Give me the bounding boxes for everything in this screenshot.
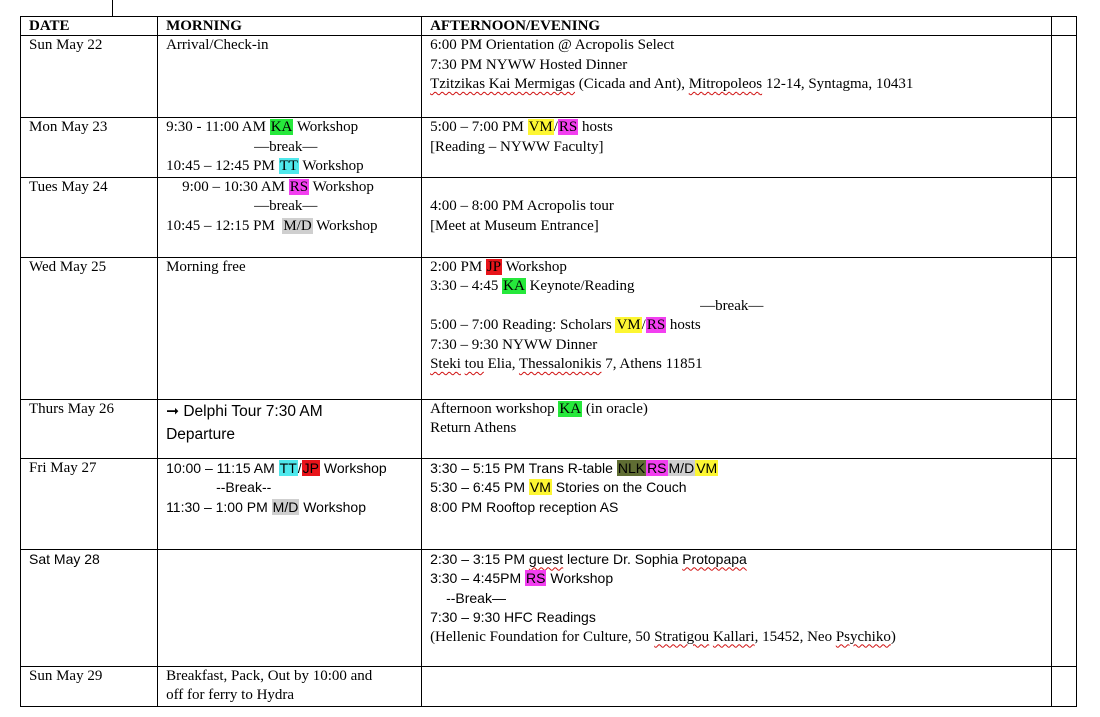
event-text: Workshop	[299, 498, 366, 515]
event-time: 9:00 – 10:30 AM	[182, 178, 289, 195]
date-cell: Sun May 29	[21, 666, 158, 706]
afternoon-cell	[422, 458, 1052, 549]
event-time: 10:45 – 12:15 PM	[166, 217, 283, 234]
extra-cell	[1051, 36, 1076, 118]
morning-cell	[158, 458, 422, 549]
event-text: Workshop	[320, 459, 387, 476]
tag-rs: RS	[646, 317, 666, 333]
event-text: hosts	[578, 119, 613, 135]
tag-tt: TT	[279, 158, 298, 174]
event-time: 2:30 – 3:15 PM	[430, 550, 529, 567]
event-line	[430, 355, 1051, 375]
event-time: 10:45 – 12:45 PM	[166, 158, 279, 174]
break-line: —break—	[254, 138, 318, 155]
morning-cell: Arrival/Check-in	[158, 36, 422, 118]
date-cell: Mon May 23	[21, 118, 158, 178]
event-text: lecture Dr. Sophia	[563, 550, 683, 567]
event-line: Breakfast, Pack, Out by 10:00 and	[166, 667, 373, 684]
afternoon-cell	[422, 666, 1052, 706]
tag-vm: VM	[529, 479, 551, 495]
tag-md: M/D	[272, 498, 299, 515]
header-date: DATE	[21, 17, 158, 36]
event-line: [Meet at Museum Entrance]	[430, 217, 599, 234]
tag-rs: RS	[558, 119, 578, 135]
tag-ka: KA	[270, 119, 293, 135]
event-text: Workshop	[298, 158, 364, 174]
date-cell: Thurs May 26	[21, 399, 158, 458]
row-wed-may-25	[21, 257, 1077, 399]
header-row	[21, 17, 1077, 36]
extra-cell	[1051, 458, 1076, 549]
event-line	[430, 478, 1051, 498]
row-thurs-may-26	[21, 399, 1077, 458]
extra-cell	[1051, 399, 1076, 458]
morning-cell	[158, 399, 422, 458]
event-time: 3:30 – 4:45	[430, 278, 503, 294]
header-morning: MORNING	[158, 17, 422, 36]
event-line	[166, 157, 421, 177]
event-line: 7:30 – 9:30 NYWW Dinner	[430, 336, 598, 353]
event-text: Workshop	[546, 570, 614, 586]
afternoon-cell	[422, 118, 1052, 178]
event-line: ➞ Delphi Tour 7:30 AM	[166, 402, 323, 420]
event-text: (in oracle)	[582, 400, 648, 417]
street-name: Thessalonikis	[518, 356, 602, 372]
afternoon-cell	[422, 177, 1052, 257]
header-extra	[1051, 17, 1076, 36]
break-line: --Break—	[446, 589, 506, 606]
address-text: , 15452, Neo	[754, 628, 836, 645]
event-time: 5:00 – 7:00 Reading: Scholars	[430, 317, 616, 333]
event-text: hosts	[666, 317, 701, 333]
afternoon-cell	[422, 549, 1052, 666]
date-cell: Sun May 22	[21, 36, 158, 118]
event-line	[430, 569, 1051, 589]
tag-vm: VM	[616, 317, 641, 333]
event-text: Stories on the Couch	[551, 479, 687, 495]
event-time: 11:30 – 1:00 PM	[166, 498, 272, 515]
date-cell: Tues May 24	[21, 177, 158, 257]
extra-cell	[1051, 257, 1076, 399]
morning-cell: Morning free	[158, 257, 422, 399]
event-line: [Reading – NYWW Faculty]	[430, 138, 604, 155]
date-cell: Fri May 27	[21, 458, 158, 549]
row-fri-may-27	[21, 458, 1077, 549]
extra-cell	[1051, 666, 1076, 706]
street-name: Stratigou	[654, 628, 710, 645]
address-text: )	[890, 628, 896, 645]
event-line: 6:00 PM Orientation @ Acropolis Select	[430, 37, 675, 53]
event-line	[430, 277, 1051, 297]
event-line	[430, 550, 1051, 570]
afternoon-cell	[422, 399, 1052, 458]
event-line: off for ferry to Hydra	[166, 687, 295, 703]
event-line: 7:30 – 9:30 HFC Readings	[430, 609, 596, 625]
venue-text: Elia,	[483, 356, 519, 372]
event-time: 5:30 – 6:45 PM	[430, 479, 529, 495]
event-line	[166, 498, 421, 518]
event-text: Workshop	[502, 258, 567, 275]
tag-vm: VM	[528, 119, 553, 135]
break-line: --Break--	[216, 479, 272, 495]
extra-cell	[1051, 177, 1076, 257]
tag-jp: JP	[486, 258, 502, 275]
tag-md: M/D	[668, 459, 695, 476]
tag-rs: RS	[526, 570, 546, 586]
date-cell: Sat May 28	[21, 549, 158, 666]
break-line: —break—	[254, 198, 318, 214]
morning-cell	[158, 118, 422, 178]
venue-name: Tzitzikas Kai Mermigas	[430, 76, 576, 92]
venue-name: Steki	[430, 356, 461, 372]
event-line	[430, 118, 1051, 138]
address-text: 12-14, Syntagma, 10431	[762, 76, 914, 92]
tag-tt: TT	[279, 459, 297, 476]
event-time: 2:00 PM	[430, 258, 486, 275]
morning-cell	[158, 177, 422, 257]
tag-nlk: NLK	[617, 459, 646, 476]
separator: /	[641, 317, 646, 333]
district-name: Psychiko	[835, 628, 891, 645]
event-line	[166, 217, 421, 237]
morning-cell	[158, 666, 422, 706]
separator: /	[553, 119, 558, 135]
event-text: guest	[528, 550, 564, 567]
street-name: Kallari	[712, 628, 755, 645]
address-text: (Hellenic Foundation for Culture, 50	[430, 628, 655, 645]
event-line	[430, 75, 1051, 95]
event-line: 4:00 – 8:00 PM Acropolis tour	[430, 198, 614, 214]
street-name: Mitropoleos	[688, 76, 763, 92]
event-text: Afternoon workshop	[430, 400, 559, 417]
tag-rs: RS	[289, 178, 309, 195]
venue-name: tou	[464, 356, 484, 372]
afternoon-cell	[422, 36, 1052, 118]
row-sun-may-29	[21, 666, 1077, 706]
venue-text: (Cicada and Ant),	[575, 76, 689, 92]
speaker-name: Protopapa	[682, 550, 747, 567]
event-text: Workshop	[293, 119, 359, 135]
event-line	[430, 628, 1051, 648]
event-line: Return Athens	[430, 420, 517, 436]
tag-ka: KA	[503, 278, 525, 294]
event-line	[166, 178, 421, 198]
spacer-line	[430, 178, 1051, 198]
event-text: Keynote/Reading	[525, 278, 635, 294]
header-afternoon: AFTERNOON/EVENING	[422, 17, 1052, 36]
event-line	[166, 118, 421, 138]
event-text: Workshop	[309, 178, 374, 195]
row-mon-may-23	[21, 118, 1077, 178]
event-time: 5:00 – 7:00 PM	[430, 119, 528, 135]
tag-jp: JP	[302, 459, 320, 476]
event-line: 8:00 PM Rooftop reception AS	[430, 498, 619, 515]
event-time: 10:00 – 11:15 AM	[166, 459, 279, 476]
event-text: Workshop	[312, 217, 378, 234]
schedule-table	[20, 16, 1077, 707]
event-line	[166, 459, 421, 479]
extra-cell	[1051, 118, 1076, 178]
event-text: 3:30 – 5:15 PM Trans R-table	[430, 459, 617, 476]
event-line	[430, 258, 1051, 278]
row-tues-may-24	[21, 177, 1077, 257]
event-time: 9:30 - 11:00 AM	[166, 119, 270, 135]
event-line: Departure	[166, 425, 235, 443]
tag-md: M/D	[283, 217, 312, 234]
ruler-mark	[112, 0, 113, 16]
event-time: 3:30 – 4:45PM	[430, 570, 526, 586]
event-line	[430, 400, 1051, 420]
address-text: 7, Athens 11851	[601, 356, 703, 372]
date-cell: Wed May 25	[21, 257, 158, 399]
afternoon-cell	[422, 257, 1052, 399]
tag-ka: KA	[559, 400, 582, 417]
event-line: 7:30 PM NYWW Hosted Dinner	[430, 56, 628, 73]
tag-rs: RS	[647, 459, 667, 476]
extra-cell	[1051, 549, 1076, 666]
morning-cell	[158, 549, 422, 666]
break-line: —break—	[700, 297, 764, 314]
separator: /	[297, 459, 302, 476]
event-line	[430, 459, 1051, 479]
event-line	[430, 316, 1051, 336]
row-sat-may-28	[21, 549, 1077, 666]
tag-vm: VM	[696, 459, 718, 476]
row-sun-may-22	[21, 36, 1077, 118]
